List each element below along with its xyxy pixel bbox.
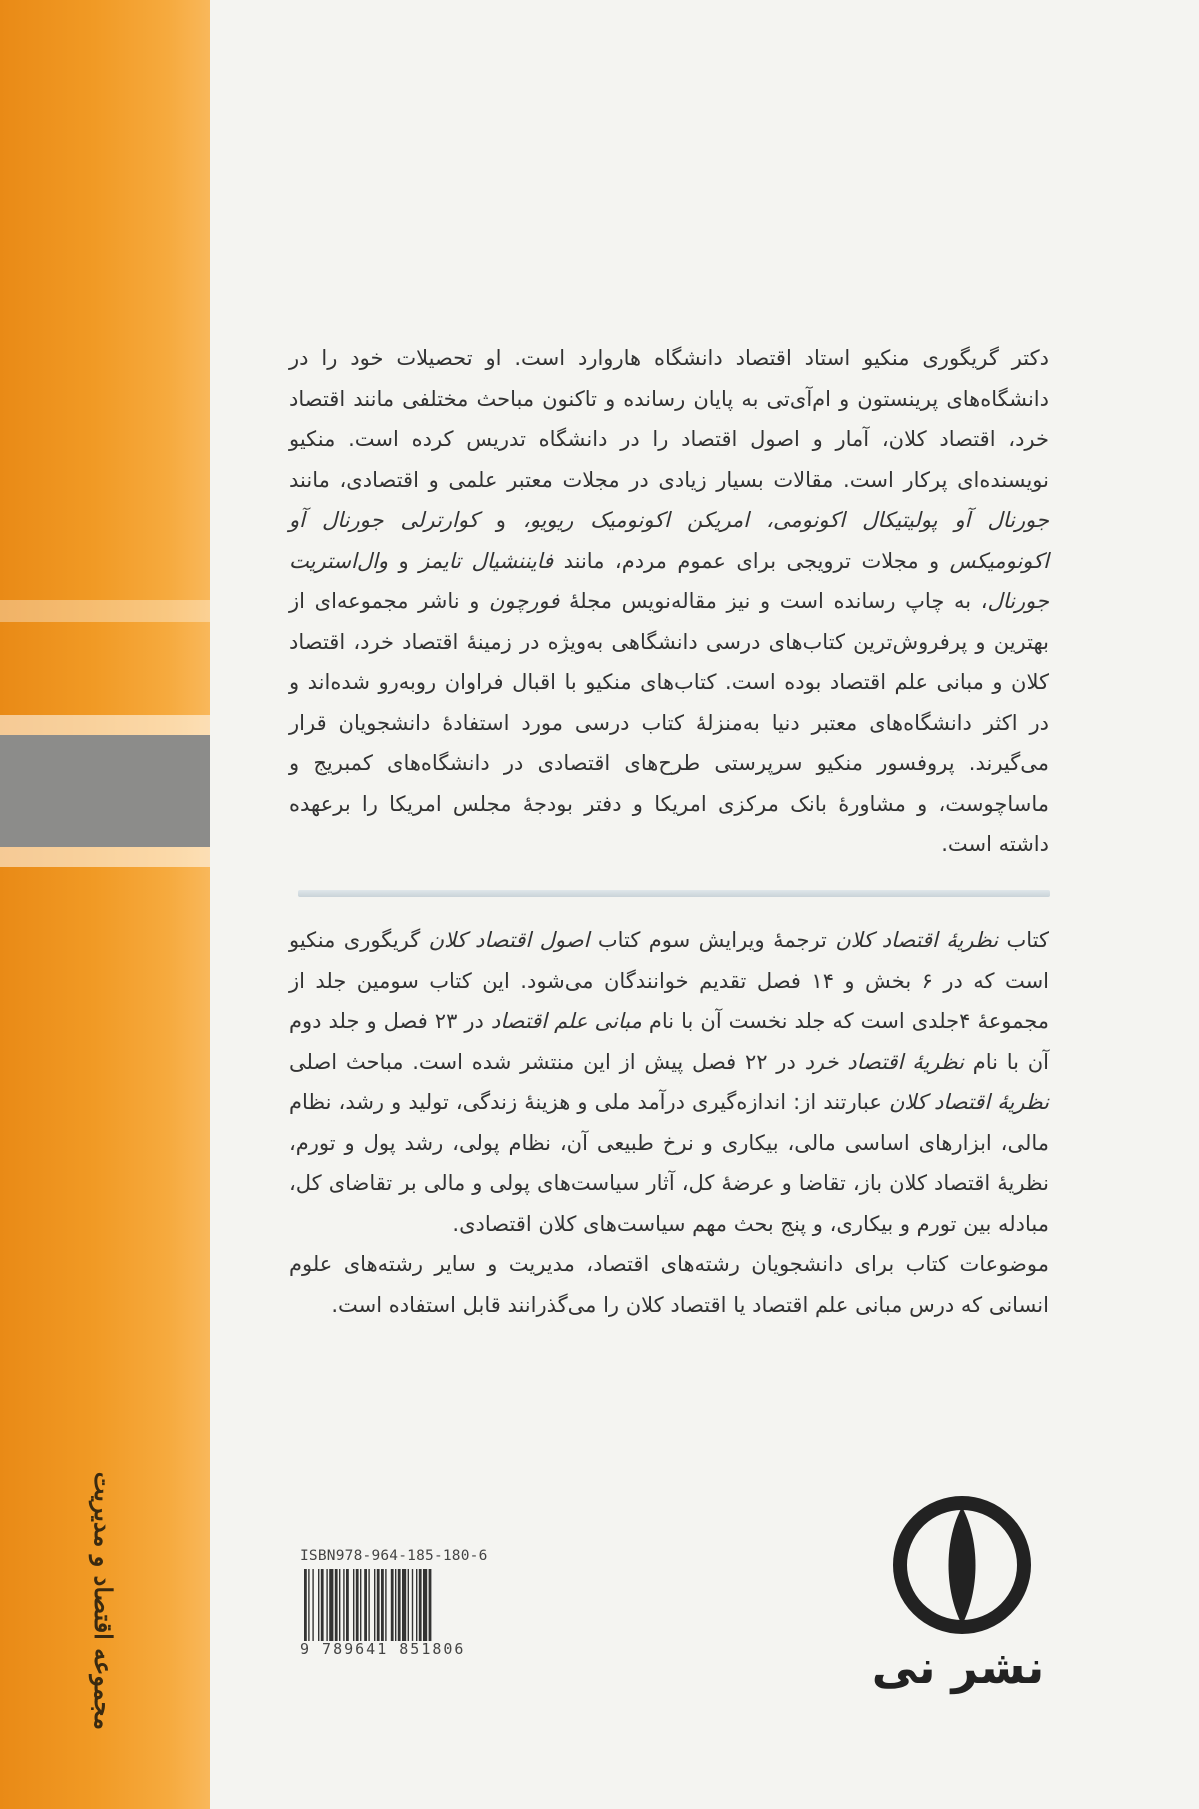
text-run: ، به چاپ رسانده است و نیز مقاله‌نویس مجلهٔ: [559, 589, 988, 613]
text-run: و ناشر مجموعه‌ای از بهترین و پرفروش‌ترین کتاب‌های درسی دانشگاهی به‌ویژه در زمینهٔ اقتصاد خرد، اقتصاد کلان و مبانی علم اقتصاد بوده است. کتاب‌های منکیو با اقبال فراوان روبه‌رو شده‌اند و در اکثر دانشگاه‌های معتبر دنیا به‌منزلهٔ کتاب درسی مورد استفادهٔ دانشجویان قرار می‌گیرند. پروفسور منکیو سرپرستی طرح‌های اقتصادی در دانشگاه‌های کمبریج و ماساچوست، و مشاورهٔ بانک مرکزی امریکا و دفتر بودجهٔ مجلس امریکا را برعهده داشته است.: [289, 589, 1049, 856]
barcode-bar: [312, 1569, 313, 1641]
italic-title: نظریهٔ اقتصاد خرد: [804, 1049, 964, 1074]
barcode-bar: [381, 1569, 384, 1641]
barcode-bar: [329, 1569, 333, 1641]
italic-title: جورنال آو پولیتیکال اکونومی، امریکن اکونومیک ریویو،: [505, 508, 1049, 532]
section-divider: [298, 890, 1050, 897]
barcode-bar: [391, 1569, 394, 1641]
text-run: ترجمهٔ ویرایش سوم کتاب: [589, 928, 836, 952]
barcode-bar: [395, 1569, 396, 1641]
spine-stripe: [0, 600, 210, 622]
text-run: عبارتند از: اندازه‌گیری درآمد ملی و هزینهٔ زندگی، تولید و رشد، نظام مالی، ابزارهای اساسی مالی، بیکاری و نرخ طبیعی آن، نظام پولی، رشد پول و تورم، نظریهٔ اقتصاد کلان باز، تقاضا و عرضهٔ کل، آثار سیاست‌های پولی و مالی بر تقاضای کل، مبادله بین تورم و بیکاری، و پنج بحث مهم سیاست‌های کلان اقتصادی.: [289, 1090, 1049, 1236]
barcode-bar: [353, 1569, 354, 1641]
publisher-name: نشر نی: [871, 1640, 1045, 1694]
isbn-label: ISBN978-964-185-180-6: [300, 1548, 488, 1564]
book-description: [289, 920, 1049, 1325]
italic-title: نظریهٔ اقتصاد کلان: [835, 928, 999, 952]
spine-gray-band: [0, 735, 210, 847]
barcode-bar: [326, 1569, 327, 1641]
barcode-bar: [416, 1569, 417, 1641]
barcode-bar: [360, 1569, 361, 1641]
italic-title: کوارترلی جورنال آو اکونومیکس: [289, 508, 1049, 573]
isbn-barcode-block: [300, 1548, 495, 1663]
italic-title: مبانی علم اقتصاد: [490, 1009, 642, 1033]
barcode-bar: [318, 1569, 319, 1641]
italic-title: نظریهٔ اقتصاد کلان: [888, 1090, 1049, 1114]
barcode-bar: [368, 1569, 369, 1641]
barcode-bar: [364, 1569, 367, 1641]
barcode-number: 9 789641 851806: [300, 1640, 466, 1658]
barcode-bar: [374, 1569, 375, 1641]
barcode-bar: [385, 1569, 386, 1641]
text-run: و مجلات ترویجی برای عموم مردم، مانند: [553, 548, 950, 573]
text-run: و: [478, 508, 506, 532]
barcode-bar: [356, 1569, 359, 1641]
spine: [0, 0, 210, 1809]
spine-light-band: [0, 847, 210, 867]
barcode-bar: [339, 1569, 340, 1641]
barcode-bar: [412, 1569, 413, 1641]
text-run: دکتر گریگوری منکیو استاد اقتصاد دانشگاه هاروارد است. او تحصیلات خود را در دانشگاه‌های پرینستون و ام‌آی‌تی به پایان رسانده و تاکنون مباحث مختلفی مانند اقتصاد خرد، اقتصاد کلان، آمار و اصول اقتصاد را در دانشگاه تدریس کرده است. منکیو نویسنده‌ای پرکار است. مقالات بسیار زیادی در مجلات معتبر علمی و اقتصادی، مانند: [289, 346, 1049, 492]
barcode-bar: [377, 1569, 380, 1641]
italic-title: وال‌استریت جورنال: [289, 548, 1049, 613]
barcode-bar: [343, 1569, 344, 1641]
barcode-bar: [408, 1569, 409, 1641]
text-run: در ۲۲ فصل پیش از این منتشر شده است. مباحث اصلی: [289, 1049, 805, 1074]
barcode-icon: [300, 1569, 490, 1641]
text-run: و: [388, 548, 420, 573]
barcode-bar: [346, 1569, 349, 1641]
barcode-bar: [423, 1569, 427, 1641]
text-run: در ۲۳ فصل و جلد دوم آن با نام: [289, 1009, 1050, 1074]
book-description-paragraph: [289, 920, 1049, 1244]
author-bio: [289, 338, 1049, 865]
text-run: گریگوری منکیو است که در ۶ بخش و ۱۴ فصل تقدیم خوانندگان می‌شود. این کتاب سومین جلد از مجموعهٔ ۴جلدی است که جلد نخست آن با نام: [289, 928, 1050, 1033]
italic-title: فورچون: [489, 589, 560, 613]
barcode-bar: [335, 1569, 338, 1641]
barcode-bar: [419, 1569, 422, 1641]
italic-title: اصول اقتصاد کلان: [428, 928, 590, 952]
italic-title: فایننشیال تایمز: [419, 548, 554, 573]
barcode-bar: [402, 1569, 406, 1641]
barcode-bar: [321, 1569, 324, 1641]
barcode-bar: [429, 1569, 432, 1641]
series-title: مجموعه اقتصاد و مدیریت: [89, 1471, 118, 1730]
text-run: کتاب: [998, 928, 1049, 952]
audience-paragraph: موضوعات کتاب برای دانشجویان رشته‌های اقتصاد، مدیریت و سایر رشته‌های علوم انسانی که درس مبانی علم اقتصاد یا اقتصاد کلان را می‌گذرانند قابل استفاده است.: [289, 1252, 1049, 1317]
barcode-bar: [398, 1569, 401, 1641]
barcode-bar: [304, 1569, 307, 1641]
spine-light-band: [0, 715, 210, 735]
author-bio-paragraph: [289, 338, 1049, 865]
barcode-bar: [308, 1569, 309, 1641]
